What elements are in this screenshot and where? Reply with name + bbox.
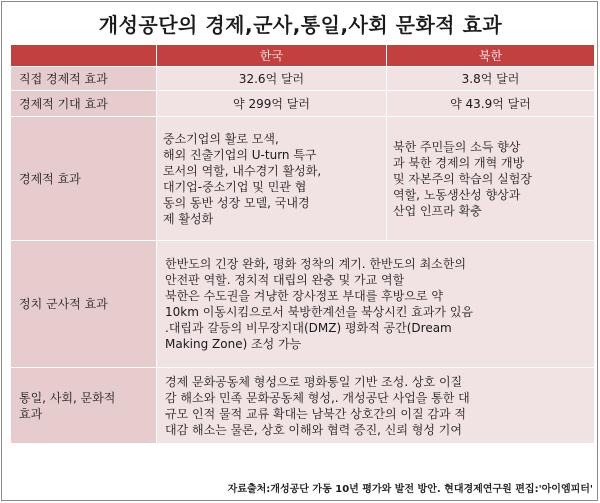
north-korea-value: 약 43.9억 달러 — [387, 91, 595, 117]
description-line: 대감 해소는 물론, 상호 이해와 협력 증진, 신뢰 형성 기여 — [165, 422, 462, 437]
row-label: 경제적 기대 효과 — [11, 91, 157, 117]
description-line: 로서의 역할, 내수경기 활성화, — [163, 163, 322, 178]
column-header-korea: 한국 — [157, 45, 387, 67]
description-line: 과 북한 경제의 개혁 개방 — [393, 155, 525, 170]
unification-social-description — [157, 368, 595, 444]
effects-table — [10, 44, 595, 444]
description-line: 중소기업의 활로 모색, — [163, 131, 279, 146]
row-label: 정치 군사적 효과 — [11, 241, 157, 368]
table-row — [11, 67, 595, 91]
description-line: 규모 인적 물적 교류 확대는 남북간 상호간의 이질 감과 적 — [165, 406, 466, 421]
infographic-frame — [1, 1, 598, 501]
north-korea-value: 3.8억 달러 — [387, 67, 595, 91]
row-label — [11, 368, 157, 444]
row-label: 직접 경제적 효과 — [11, 67, 157, 91]
label-line: 효과 — [19, 406, 43, 421]
description-line: 북한 주민들의 소득 향상 — [393, 139, 521, 154]
table-row — [11, 368, 595, 444]
source-credit: 자료출처:개성공단 가동 10년 평가와 발전 방안. 현대경제연구원 편집:'아이엠피터' — [227, 484, 593, 495]
description-line: 및 자본주의 학습의 실험장 — [393, 171, 532, 186]
description-line: 북한은 수도권을 겨냥한 장사정포 부대를 후방으로 약 — [165, 289, 443, 303]
table-row — [11, 241, 595, 368]
description-line: 대기업-중소기업 및 민관 협 — [163, 179, 307, 194]
description-line: 산업 인프라 확충 — [393, 203, 482, 218]
row-label: 경제적 효과 — [11, 117, 157, 241]
north-korea-description — [387, 117, 595, 241]
table-row — [11, 91, 595, 117]
description-line: 감 해소와 민족 문화공동체 형성,. 개성공단 사업을 통한 대 — [165, 390, 470, 405]
header-row — [11, 45, 595, 67]
description-line: 안전판 역할. 정치적 대립의 완충 및 가교 역할 — [165, 273, 405, 287]
description-line: Making Zone) 조성 가능 — [165, 337, 302, 351]
description-line: 10km 이동시킴으로서 북방한계선을 북상시킨 효과가 있음 — [165, 305, 474, 319]
description-line: 제 활성화 — [163, 211, 214, 226]
description-line: .대립과 갈등의 비무장지대(DMZ) 평화적 공간(Dream — [165, 321, 452, 335]
description-line: 역할, 노동생산성 향상과 — [393, 187, 521, 202]
label-line: 통일, 사회, 문화적 — [19, 390, 116, 405]
table-row — [11, 117, 595, 241]
political-military-description — [157, 241, 595, 368]
column-header-north-korea: 북한 — [387, 45, 595, 67]
description-line: 해외 진출기업의 U-turn 특구 — [163, 147, 317, 162]
korea-value: 32.6억 달러 — [157, 67, 387, 91]
header-corner — [11, 45, 157, 67]
page-title: 개성공단의 경제,군사,통일,사회 문화적 효과 — [98, 13, 503, 37]
korea-value: 약 299억 달러 — [157, 91, 387, 117]
description-line: 경제 문화공동체 형성으로 평화통일 기반 조성. 상호 이질 — [165, 374, 463, 389]
description-line: 한반도의 긴장 완화, 평화 정착의 계기. 한반도의 최소한의 — [165, 257, 466, 271]
korea-description — [157, 117, 387, 241]
description-line: 동의 동반 성장 모델, 국내경 — [163, 195, 310, 210]
